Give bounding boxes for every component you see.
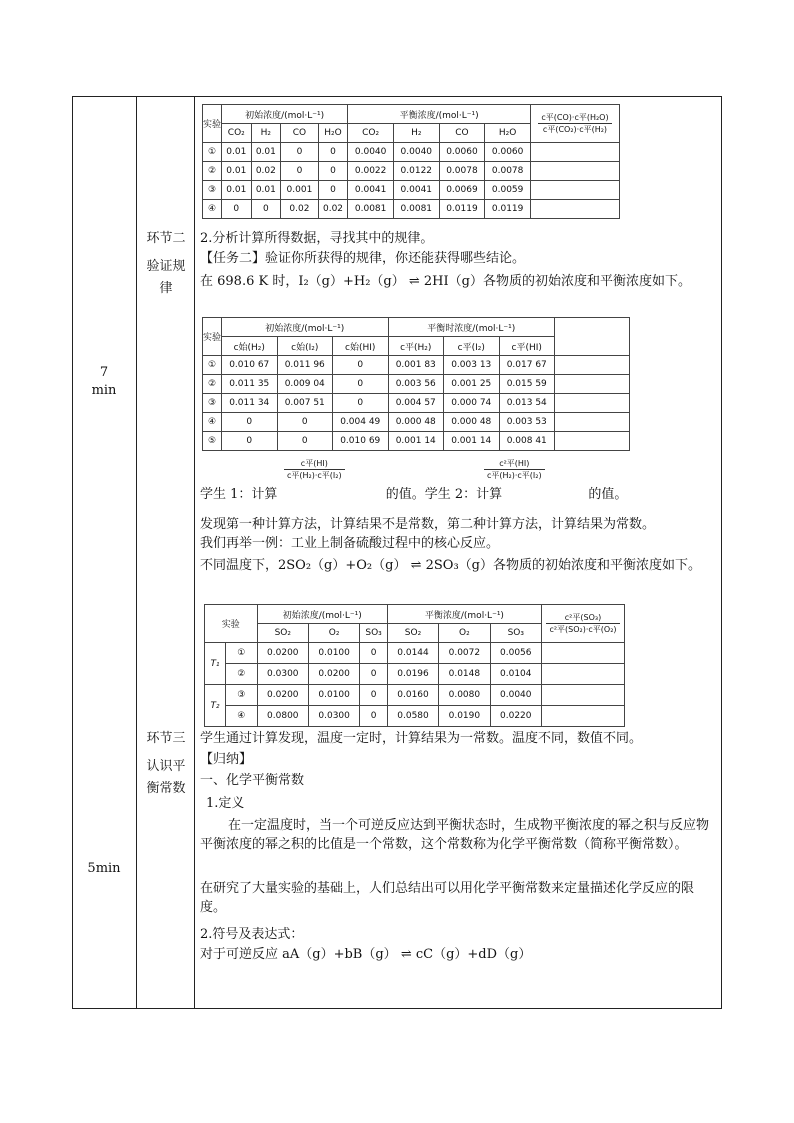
step-three-sub-a: 认识平 <box>146 759 186 774</box>
temperature-t1: T₁ <box>205 643 226 685</box>
row-index: ① <box>226 643 258 664</box>
table-row <box>203 162 620 181</box>
table-cell: 0.013 54 <box>499 394 555 413</box>
table-row <box>203 143 620 162</box>
table-row <box>203 181 620 200</box>
table-cell: 0.0022 <box>348 162 394 181</box>
so3-equilibrium-table <box>204 604 625 727</box>
ratio-numerator: c²平(SO₃) <box>546 612 619 624</box>
hi-equilibrium-table <box>202 317 630 451</box>
table-cell: 0.0078 <box>439 162 485 181</box>
blank-cell <box>555 356 630 375</box>
group-header-initial: 初始浓度/(mol·L⁻¹) <box>257 605 387 624</box>
table-cell: 0.0148 <box>439 664 490 685</box>
ratio-cell-empty <box>531 162 620 181</box>
table-cell: 0.0040 <box>393 143 439 162</box>
ratio-cell-empty <box>542 685 625 706</box>
table-cell: 0.000 48 <box>444 413 500 432</box>
row-index: ② <box>226 664 258 685</box>
table-cell: 0.0040 <box>490 685 541 706</box>
group-header-equilibrium: 平衡浓度/(mol·L⁻¹) <box>387 605 541 624</box>
table-cell: 0.007 51 <box>277 394 333 413</box>
table-cell: 0 <box>333 356 389 375</box>
step-two-sub-b: 律 <box>159 281 173 296</box>
column-header: c平(HI) <box>499 337 555 356</box>
table-cell: 0.004 49 <box>333 413 389 432</box>
time-value: 7 <box>99 365 109 380</box>
group-header-equilibrium: 平衡浓度/(mol·L⁻¹) <box>348 105 531 124</box>
table-cell: 0.0059 <box>485 181 531 200</box>
row-index: ③ <box>203 181 222 200</box>
step-three-label <box>138 728 194 800</box>
table-cell: 0.0100 <box>308 685 359 706</box>
table-cell: 0 <box>360 643 388 664</box>
paragraph-summary-title: 【归纳】 <box>200 752 253 767</box>
time-cell-1 <box>72 364 136 400</box>
table-cell: 0 <box>318 162 348 181</box>
table-cell: 0 <box>222 200 252 219</box>
table-cell: 0.0041 <box>348 181 394 200</box>
table-cell: 0.003 13 <box>444 356 500 375</box>
value-suffix: 的值。 <box>588 487 628 502</box>
group-header-initial: 初始浓度/(mol·L⁻¹) <box>222 318 389 337</box>
table-cell: 0.0056 <box>490 643 541 664</box>
blank-cell <box>555 375 630 394</box>
blank-cell <box>555 413 630 432</box>
table-cell: 0.000 48 <box>388 413 444 432</box>
table-cell: 0.0119 <box>485 200 531 219</box>
table-row <box>203 375 630 394</box>
column-header: H₂O <box>485 124 531 143</box>
table-cell: 0.0300 <box>308 706 359 727</box>
table-cell: 0.0060 <box>485 143 531 162</box>
table-cell: 0.0220 <box>490 706 541 727</box>
table-cell: 0.0200 <box>257 685 308 706</box>
column-header: c平(I₂) <box>444 337 500 356</box>
time-cell-2: 5min <box>87 861 121 876</box>
paragraph-hi-reaction: 在 698.6 K 时，I₂（g）+H₂（g） ⇌ 2HI（g）各物质的初始浓度和平衡浓度如下。 <box>200 274 691 289</box>
column-header: CO₂ <box>222 124 252 143</box>
column-header: H₂ <box>251 124 281 143</box>
table-cell: 0.01 <box>251 143 281 162</box>
paragraph-task-two: 【任务二】验证你所获得的规律，你还能获得哪些结论。 <box>200 251 526 266</box>
table-cell: 0 <box>251 200 281 219</box>
table-cell: 0.008 41 <box>499 432 555 451</box>
group-header-equilibrium: 平衡时浓度/(mol·L⁻¹) <box>388 318 555 337</box>
row-index: ⑤ <box>203 432 222 451</box>
formula-two-denominator: c平(H₂)·c平(I₂) <box>487 471 542 480</box>
table-cell: 0.0144 <box>387 643 438 664</box>
table-cell: 0.0800 <box>257 706 308 727</box>
table-cell: 0 <box>360 685 388 706</box>
table-cell: 0.001 14 <box>444 432 500 451</box>
table-cell: 0.01 <box>222 162 252 181</box>
table-cell: 0.0122 <box>393 162 439 181</box>
ratio-cell-empty <box>542 643 625 664</box>
table-cell: 0.001 83 <box>388 356 444 375</box>
column-header: c平(H₂) <box>388 337 444 356</box>
subsection-expression: 2.符号及表达式： <box>200 927 304 942</box>
step-two-title: 环节二 <box>146 231 186 246</box>
ratio-cell-empty <box>531 143 620 162</box>
ratio-cell-empty <box>531 181 620 200</box>
table-cell: 0.0072 <box>439 643 490 664</box>
table-cell: 0.0080 <box>439 685 490 706</box>
ratio-denominator: c平(CO₂)·c平(H₂) <box>542 125 608 134</box>
ratio-cell-empty <box>542 664 625 685</box>
paragraph-research: 在研究了大量实验的基础上，人们总结出可以用化学平衡常数来定量描述化学反应的限度。 <box>200 881 695 915</box>
formula-one <box>284 458 345 481</box>
section-heading: 一、化学平衡常数 <box>200 773 305 788</box>
column-header: CO <box>439 124 485 143</box>
step-two-label <box>138 228 194 300</box>
formula-one-numerator: c平(HI) <box>284 458 345 470</box>
table-cell: 0.0300 <box>257 664 308 685</box>
paragraph-definition: 在一定温度时，当一个可逆反应达到平衡状态时，生成物平衡浓度的幂之积与反应物平衡浓度的幂之积的比值是一个常数，这个常数称为化学平衡常数（简称平衡常数）。 <box>200 818 710 852</box>
column-header: O₂ <box>439 624 490 643</box>
table-cell: 0.01 <box>222 181 252 200</box>
table-cell: 0 <box>277 432 333 451</box>
blank-cell <box>555 394 630 413</box>
table-cell: 0.000 74 <box>444 394 500 413</box>
table-corner: 实验 <box>205 605 258 643</box>
table-cell: 0.001 25 <box>444 375 500 394</box>
table-cell: 0.0200 <box>257 643 308 664</box>
table-cell: 0 <box>318 181 348 200</box>
step-three-title: 环节三 <box>146 731 186 746</box>
column-header: CO₂ <box>348 124 394 143</box>
table-cell: 0.003 53 <box>499 413 555 432</box>
student-two-label: 的值。学生 2：计算 <box>385 487 503 502</box>
table-cell: 0.0196 <box>387 664 438 685</box>
table-cell: 0 <box>281 162 319 181</box>
temperature-t2: T₂ <box>205 685 226 727</box>
column-header: c始(H₂) <box>222 337 278 356</box>
column-header: SO₃ <box>360 624 388 643</box>
table-cell: 0.0100 <box>308 643 359 664</box>
table-cell: 0 <box>360 706 388 727</box>
table-cell: 0.0190 <box>439 706 490 727</box>
table-cell: 0.0069 <box>439 181 485 200</box>
table-cell: 0.011 96 <box>277 356 333 375</box>
formula-one-denominator: c平(H₂)·c平(I₂) <box>287 471 342 480</box>
row-index: ④ <box>226 706 258 727</box>
table-cell: 0.0200 <box>308 664 359 685</box>
step-three-sub-b: 衡常数 <box>146 781 186 796</box>
time-unit: min <box>91 383 117 398</box>
table-cell: 0 <box>333 375 389 394</box>
column-divider-1 <box>136 96 137 1009</box>
column-header: H₂ <box>393 124 439 143</box>
table-cell: 0.0119 <box>439 200 485 219</box>
table-cell: 0.001 <box>281 181 319 200</box>
table-cell: 0.02 <box>251 162 281 181</box>
table-cell: 0 <box>281 143 319 162</box>
column-header: c始(HI) <box>333 337 389 356</box>
ratio-header <box>531 105 620 143</box>
row-index: ② <box>203 162 222 181</box>
blank-cell <box>555 432 630 451</box>
table-cell: 0.02 <box>318 200 348 219</box>
column-divider-2 <box>194 96 195 1009</box>
formula-two-numerator: c²平(HI) <box>484 458 545 470</box>
table-cell: 0.004 57 <box>388 394 444 413</box>
paragraph-analyze: 2.分析计算所得数据，寻找其中的规律。 <box>200 231 434 246</box>
table-cell: 0 <box>318 143 348 162</box>
table-row <box>203 356 630 375</box>
table-cell: 0.001 14 <box>388 432 444 451</box>
table-row <box>203 200 620 219</box>
table-cell: 0.0078 <box>485 162 531 181</box>
row-index: ② <box>203 375 222 394</box>
table-corner: 实验 <box>203 105 222 143</box>
table-cell: 0.0060 <box>439 143 485 162</box>
co-equilibrium-table <box>202 104 620 219</box>
paragraph-finding: 发现第一种计算方法，计算结果不是常数，第二种计算方法，计算结果为常数。 <box>200 517 656 532</box>
student-one-label: 学生 1：计算 <box>200 487 278 502</box>
table-cell: 0.0580 <box>387 706 438 727</box>
row-index: ③ <box>203 394 222 413</box>
formula-two <box>484 458 545 481</box>
step-two-sub-a: 验证规 <box>146 259 186 274</box>
table-row <box>205 706 625 727</box>
row-index: ① <box>203 356 222 375</box>
table-cell: 0.011 34 <box>222 394 278 413</box>
table-cell: 0.015 59 <box>499 375 555 394</box>
ratio-numerator: c平(CO)·c平(H₂O) <box>538 112 611 124</box>
blank-header <box>555 318 630 356</box>
column-header: SO₂ <box>257 624 308 643</box>
table-cell: 0 <box>277 413 333 432</box>
ratio-cell-empty <box>531 200 620 219</box>
table-cell: 0.009 04 <box>277 375 333 394</box>
group-header-initial: 初始浓度/(mol·L⁻¹) <box>222 105 348 124</box>
table-row <box>205 643 625 664</box>
table-cell: 0.0041 <box>393 181 439 200</box>
table-cell: 0 <box>222 413 278 432</box>
table-cell: 0.011 35 <box>222 375 278 394</box>
table-cell: 0.01 <box>251 181 281 200</box>
paragraph-so3-reaction: 不同温度下，2SO₂（g）+O₂（g） ⇌ 2SO₃（g）各物质的初始浓度和平衡浓度如下。 <box>200 558 701 573</box>
table-cell: 0.0081 <box>348 200 394 219</box>
table-cell: 0.0040 <box>348 143 394 162</box>
row-index: ④ <box>203 413 222 432</box>
column-header: O₂ <box>308 624 359 643</box>
table-cell: 0.010 67 <box>222 356 278 375</box>
table-cell: 0.003 56 <box>388 375 444 394</box>
ratio-cell-empty <box>542 706 625 727</box>
ratio-header <box>542 605 625 643</box>
paragraph-result: 学生通过计算发现，温度一定时，计算结果为一常数。温度不同，数值不同。 <box>200 731 643 746</box>
table-cell: 0.0104 <box>490 664 541 685</box>
table-cell: 0 <box>360 664 388 685</box>
column-header: SO₂ <box>387 624 438 643</box>
column-header: SO₃ <box>490 624 541 643</box>
table-row <box>203 432 630 451</box>
table-cell: 0.01 <box>222 143 252 162</box>
table-row <box>205 664 625 685</box>
table-corner: 实验 <box>203 318 222 356</box>
table-row <box>203 413 630 432</box>
table-cell: 0.010 69 <box>333 432 389 451</box>
ratio-denominator: c²平(SO₂)·c平(O₂) <box>549 625 617 634</box>
table-cell: 0.0081 <box>393 200 439 219</box>
column-header: CO <box>281 124 319 143</box>
table-cell: 0.0160 <box>387 685 438 706</box>
paragraph-student-calc <box>200 485 715 504</box>
paragraph-example: 我们再举一例：工业上制备硫酸过程中的核心反应。 <box>200 536 500 551</box>
subsection-definition: 1.定义 <box>206 796 245 811</box>
column-header: H₂O <box>318 124 348 143</box>
row-index: ① <box>203 143 222 162</box>
row-index: ③ <box>226 685 258 706</box>
table-row <box>205 685 625 706</box>
table-cell: 0.02 <box>281 200 319 219</box>
table-cell: 0.017 67 <box>499 356 555 375</box>
table-cell: 0 <box>222 432 278 451</box>
table-cell: 0 <box>333 394 389 413</box>
table-row <box>203 394 630 413</box>
row-index: ④ <box>203 200 222 219</box>
paragraph-general-reaction: 对于可逆反应 aA（g）+bB（g） ⇌ cC（g）+dD（g） <box>200 947 532 962</box>
column-header: c始(I₂) <box>277 337 333 356</box>
